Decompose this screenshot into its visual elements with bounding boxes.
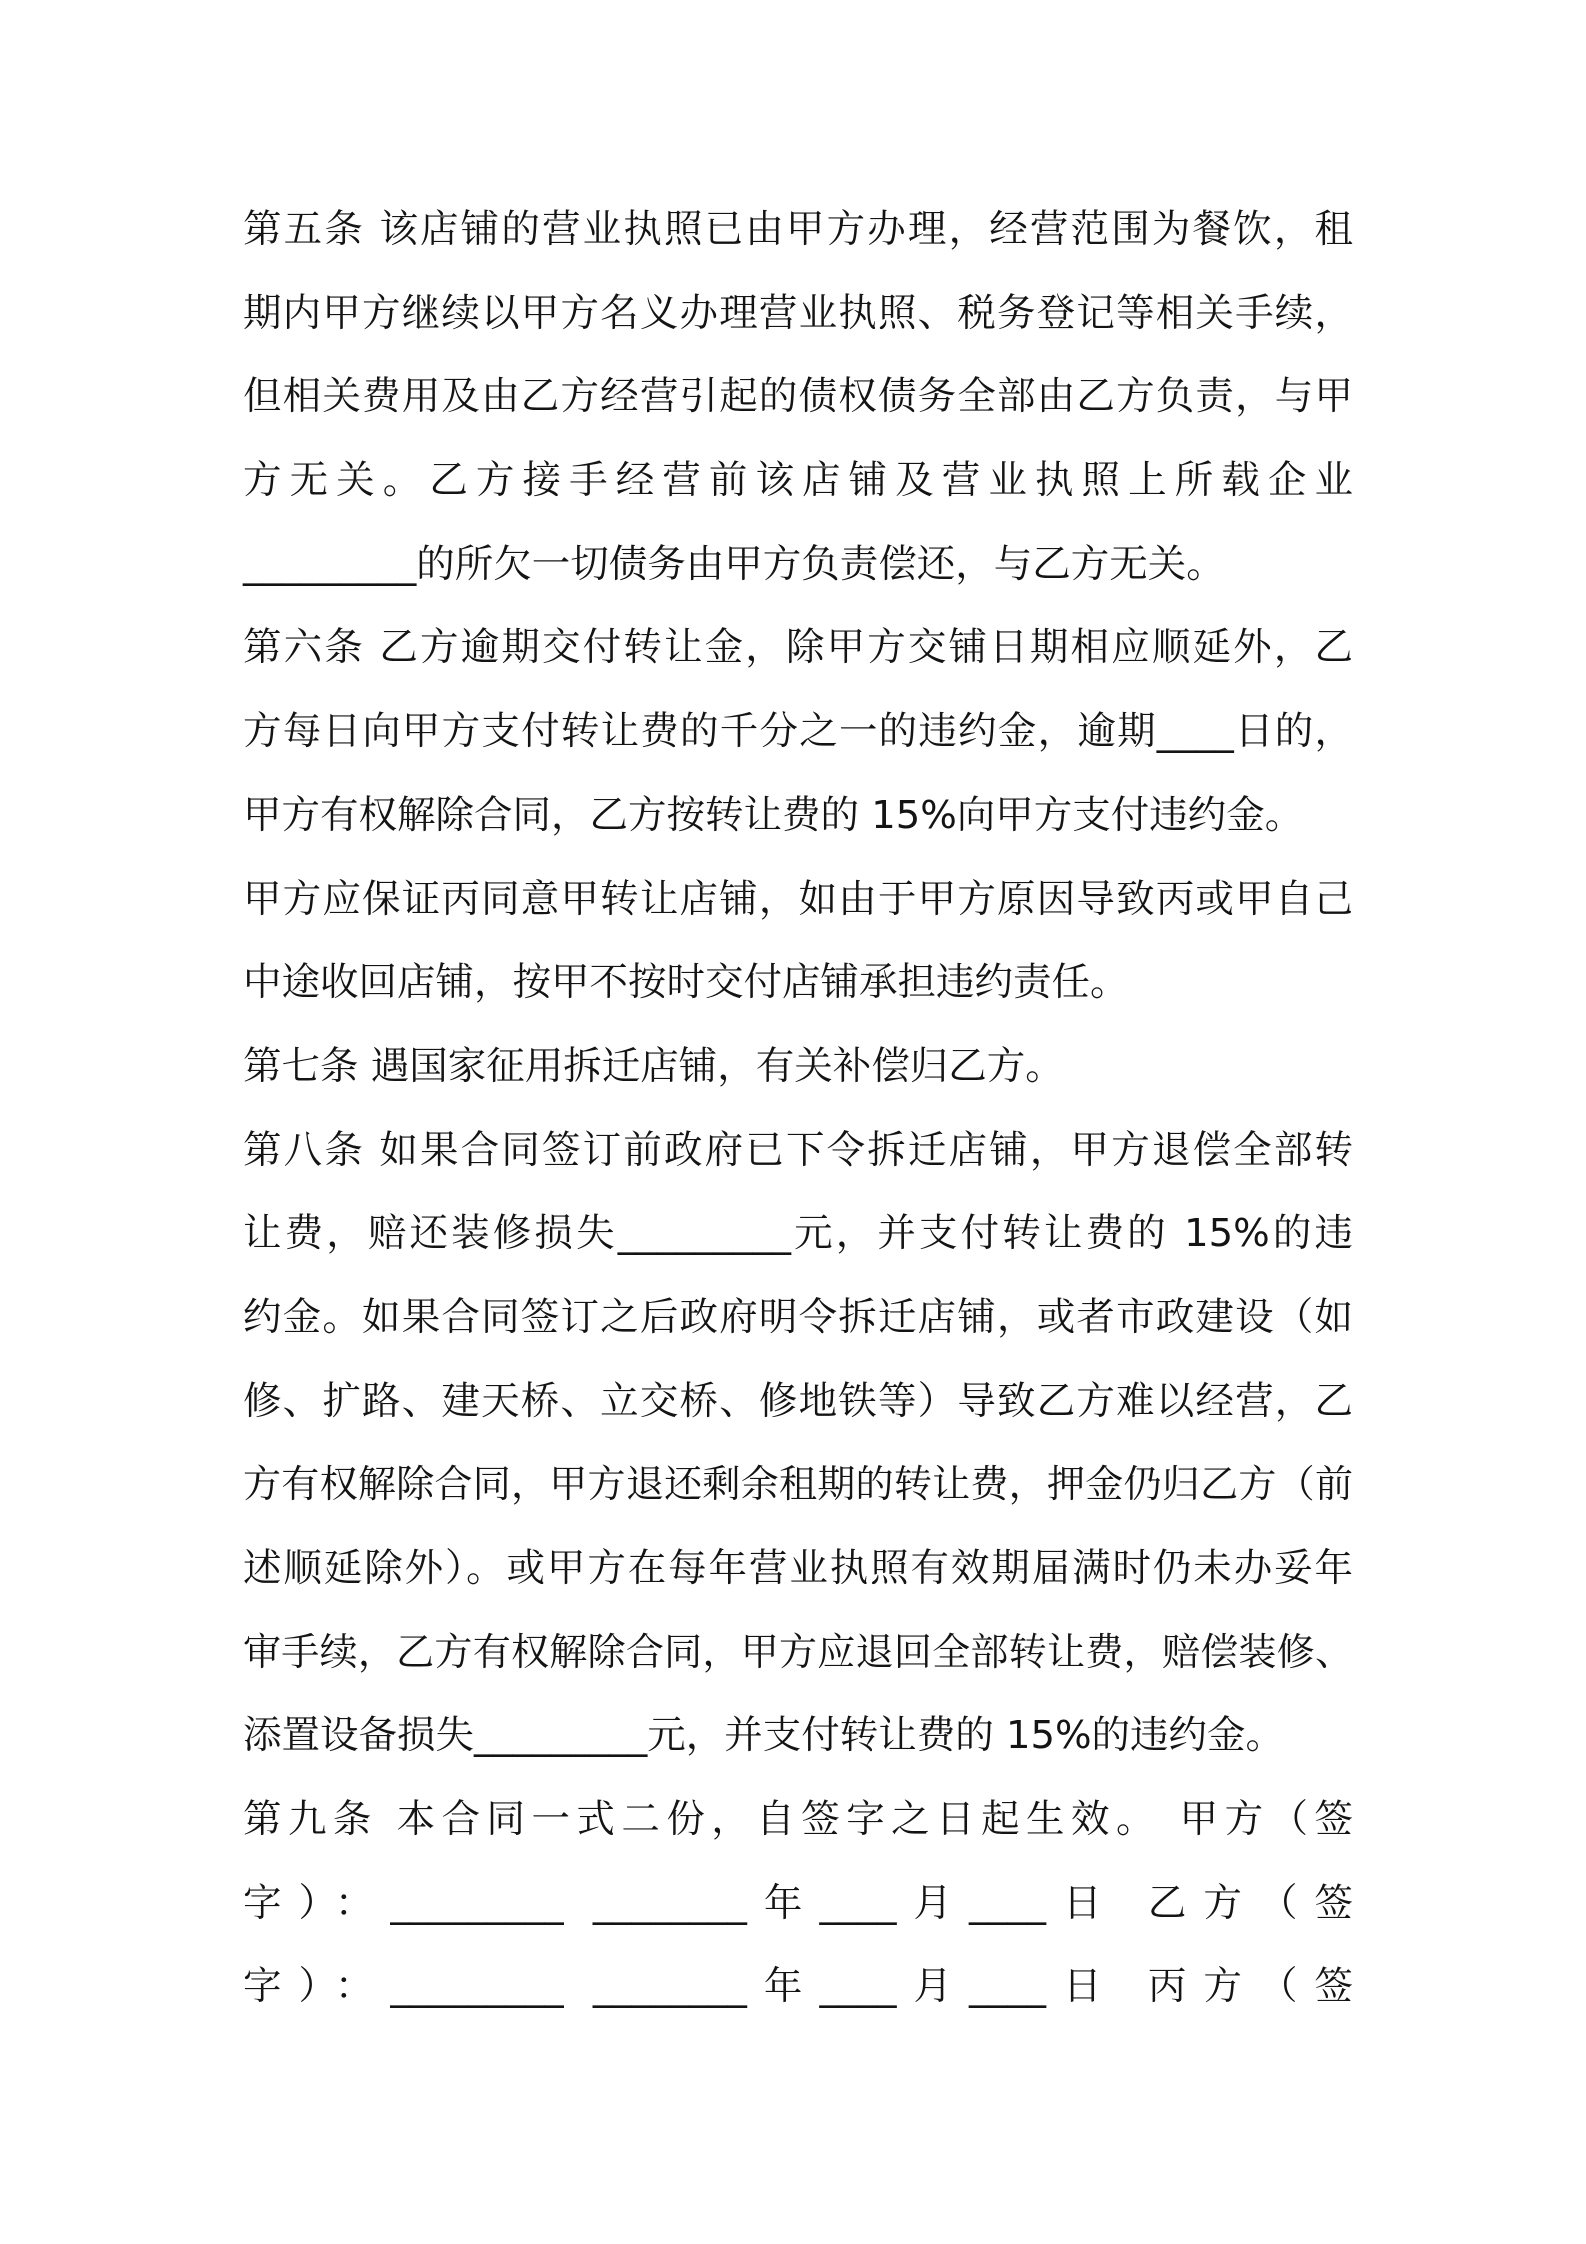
text-line-21: 字）：_________ ________年____月____日 乙方（签 [243,1880,1353,1926]
text-line-9: 甲方应保证丙同意甲转让店铺，如由于甲方原因导致丙或甲自己 [243,876,1353,922]
text-line-15: 修、扩路、建天桥、立交桥、修地铁等）导致乙方难以经营，乙 [243,1378,1353,1424]
text-line-14: 约金。如果合同签订之后政府明令拆迁店铺，或者市政建设（如 [243,1294,1353,1340]
contract-body [243,188,1353,2029]
text-line-2: 期内甲方继续以甲方名义办理营业执照、税务登记等相关手续， [243,290,1353,336]
text-line-5: _________的所欠一切债务由甲方负责偿还，与乙方无关。 [243,541,1225,587]
text-line-22: 字）：_________ ________年____月____日 丙方（签 [243,1964,1353,2010]
text-line-8: 甲方有权解除合同，乙方按转让费的 15%向甲方支付违约金。 [243,792,1304,838]
text-line-4: 方无关。乙方接手经营前该店铺及营业执照上所载企业 [243,458,1353,504]
text-line-3: 但相关费用及由乙方经营引起的债权债务全部由乙方负责，与甲 [243,374,1353,420]
text-line-20: 第九条 本合同一式二份，自签字之日起生效。 甲方（签 [243,1797,1353,1843]
text-line-6: 第六条 乙方逾期交付转让金，除甲方交铺日期相应顺延外，乙 [243,625,1353,671]
text-line-18: 审手续，乙方有权解除合同，甲方应退回全部转让费，赔偿装修、 [243,1629,1353,1674]
text-line-12: 第八条 如果合同签订前政府已下令拆迁店铺，甲方退偿全部转 [243,1127,1353,1173]
text-line-17: 述顺延除外）。或甲方在每年营业执照有效期届满时仍未办妥年 [243,1546,1353,1591]
text-line-1: 第五条 该店铺的营业执照已由甲方办理，经营范围为餐饮，租 [243,207,1353,252]
text-line-7: 方每日向甲方支付转让费的千分之一的违约金，逾期____日的， [243,709,1353,755]
text-line-11: 第七条 遇国家征用拆迁店铺，有关补偿归乙方。 [243,1043,1064,1089]
text-line-16: 方有权解除合同，甲方退还剩余租期的转让费，押金仍归乙方（前 [243,1462,1353,1507]
text-line-10: 中途收回店铺，按甲不按时交付店铺承担违约责任。 [243,960,1129,1006]
text-line-13: 让费，赔还装修损失_________元，并支付转让费的 15%的违 [243,1211,1353,1257]
text-line-19: 添置设备损失_________元，并支付转让费的 15%的违约金。 [243,1713,1285,1759]
